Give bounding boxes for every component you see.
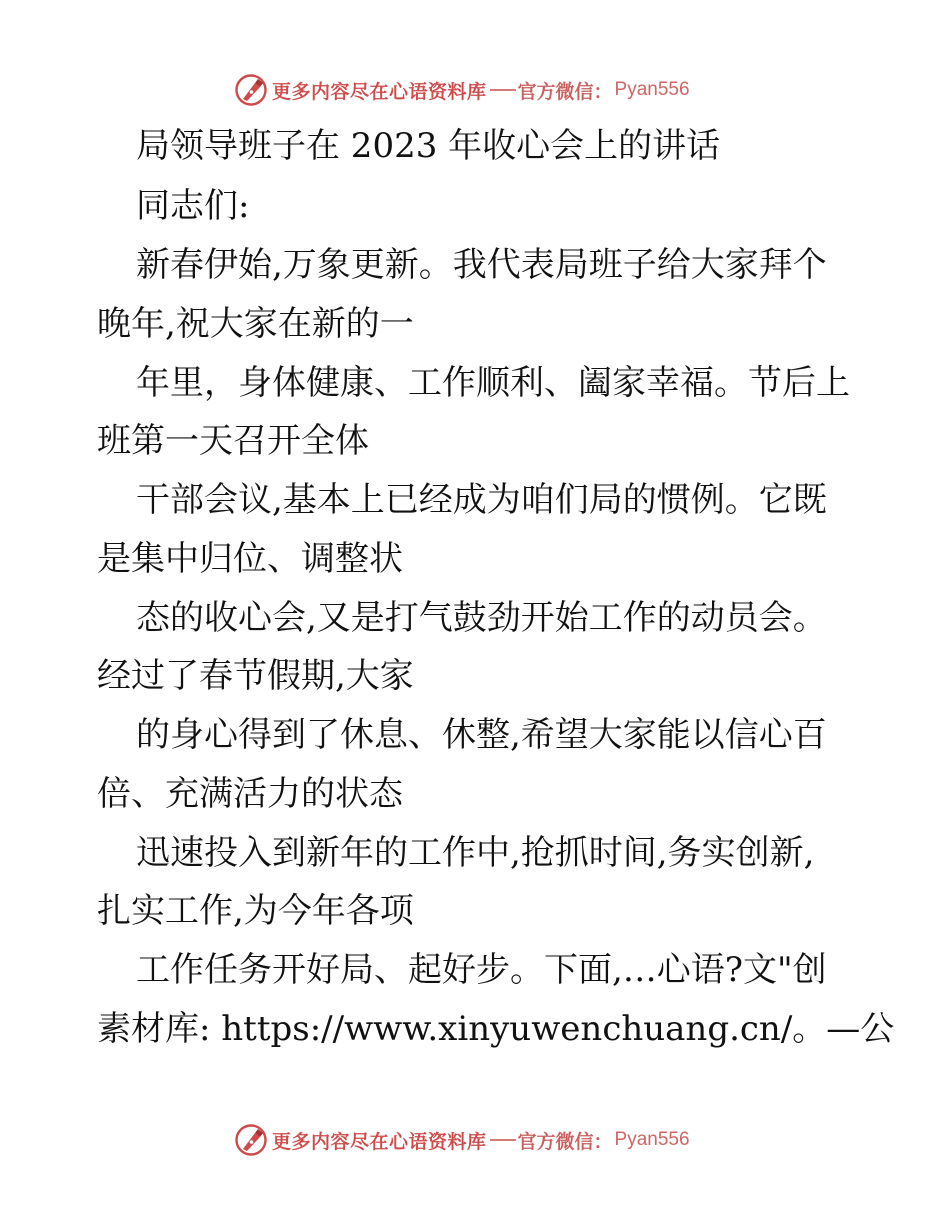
text-line: 干部会议,基本上已经成为咱们局的惯例。它既 — [136, 480, 827, 520]
watermark-dash — [490, 1139, 516, 1141]
text-line: 素材库: https://www.xinyuwenchuang.cn/。—公 — [97, 1009, 895, 1049]
watermark-dash — [490, 89, 516, 91]
text-line: 迅速投入到新年的工作中,抢抓时间,务实创新, — [136, 833, 815, 873]
watermark-account: Pyan556 — [614, 79, 690, 100]
text-line: 经过了春节假期,大家 — [97, 656, 414, 696]
text-line: 班第一天召开全体 — [97, 421, 369, 461]
watermark-label: 官方微信： — [517, 80, 613, 103]
text-line: 倍、充满活力的状态 — [97, 774, 403, 814]
text-line: 扎实工作,为今年各项 — [97, 891, 414, 931]
watermark-brand: 更多内容尽在心语资料库 — [272, 80, 487, 103]
header-watermark — [234, 72, 690, 108]
footer-watermark — [234, 1122, 690, 1158]
text-line: 态的收心会,又是打气鼓劲开始工作的动员会。 — [136, 598, 827, 638]
pen-nib-logo-icon — [234, 1123, 268, 1157]
watermark-brand: 更多内容尽在心语资料库 — [272, 1130, 487, 1153]
document-title: 局领导班子在 2023 年收心会上的讲话 — [136, 126, 721, 166]
text-line: 晚年,祝大家在新的一 — [97, 304, 414, 344]
watermark-account: Pyan556 — [614, 1129, 690, 1150]
text-line: 的身心得到了休息、休整,希望大家能以信心百 — [136, 715, 827, 755]
text-line: 工作任务开好局、起好步。下面,…心语?文"创 — [136, 950, 827, 990]
text-line: 同志们: — [136, 186, 250, 226]
pen-nib-logo-icon — [234, 73, 268, 107]
text-line: 是集中归位、调整状 — [97, 539, 403, 579]
text-line: 新春伊始,万象更新。我代表局班子给大家拜个 — [136, 245, 827, 285]
watermark-label: 官方微信： — [517, 1130, 613, 1153]
text-line: 年里，身体健康、工作顺利、阖家幸福。节后上 — [136, 363, 850, 403]
